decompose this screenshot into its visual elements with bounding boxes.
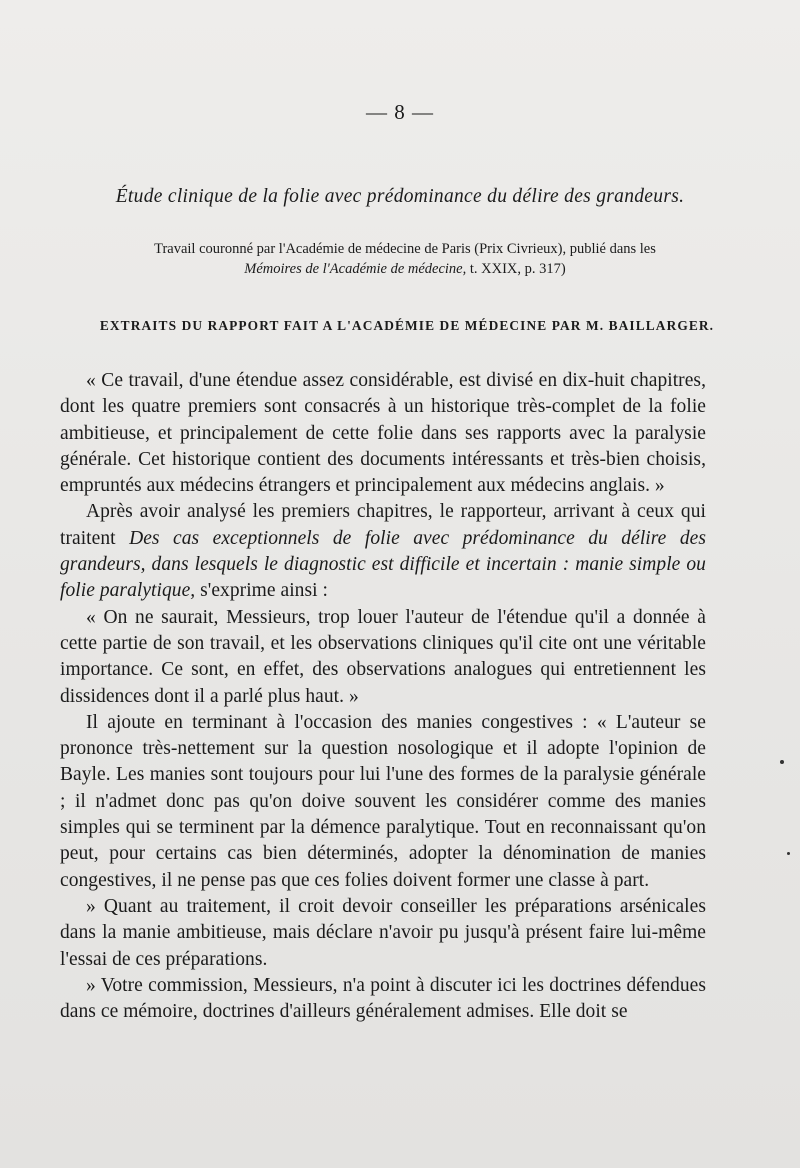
report-body (60, 368, 706, 1025)
paragraph-3: « On ne saurait, Messieurs, trop louer l'auteur de l'étendue qu'il a donnée à cette partie de son travail, et les observations cliniques qu'il cite ont une véritable importance. Ce sont, en effet, des observations analogues qui entretiennent les dissidences dont il a parlé plus haut. » (60, 606, 706, 707)
ink-speck (787, 852, 790, 855)
work-title: Étude clinique de la folie avec prédominance du délire des grandeurs. (115, 186, 685, 207)
memoires-title: Mémoires de l'Académie de médecine, (244, 261, 467, 277)
paragraph-6: » Votre commission, Messieurs, n'a point à discuter ici les doctrines défendues dans ce mémoire, doctrines d'ailleurs généralement admises. Elle doit se (60, 974, 706, 1023)
paragraph-2 (60, 499, 706, 604)
paragraph-2-end: s'exprime ainsi : (195, 580, 328, 602)
page-number: — 8 — (366, 100, 434, 124)
paragraph-2-italic-title: Des cas exceptionnels de folie avec prédominance du délire des grandeurs, dans lesquels le diagnostic est difficile et incertain : manie simple ou folie paralytique, (60, 527, 706, 602)
paragraph-4: Il ajoute en terminant à l'occasion des manies congestives : « L'auteur se prononce très-nettement sur la question nosologique et il adopte l'opinion de Bayle. Les manies sont toujours pour lui l'une des formes de la paralysie générale ; il n'admet donc pas qu'on doive souvent les considérer comme des manies simples qui se terminent par la démence paralytique. Tout en reconnaissant qu'on peut, pour certains cas bien déterminés, adopter la dénomination de manies congestives, il ne pense pas que ces folies doivent former une classe à part. (60, 711, 706, 891)
ink-speck (780, 760, 784, 764)
section-heading: EXTRAITS DU RAPPORT FAIT A L'ACADÉMIE DE MÉDECINE PAR M. BAILLARGER. (99, 318, 715, 333)
paragraph-5: » Quant au traitement, il croit devoir conseiller les préparations arsénicales dans la manie ambitieuse, mais déclare n'avoir pu jusqu'à présent faire lui-même l'essai de ces préparations. (60, 895, 706, 970)
award-note-line-1: Travail couronné par l'Académie de médecine de Paris (Prix Civrieux), publié dans les (154, 241, 656, 257)
paragraph-1: « Ce travail, d'une étendue assez considérable, est divisé en dix-huit chapitres, dont les quatre premiers sont consacrés à un historique très-complet de la folie ambitieuse, et principalement de cette folie dans ses rapports avec la paralysie générale. Cet historique contient des documents intéressants et très-bien choisis, empruntés aux médecins étrangers et principalement aux médecins anglais. » (60, 370, 706, 497)
award-note-line-2 (60, 261, 750, 278)
paragraph-2-intro: Après avoir analysé les premiers chapitres, le rapporteur, arrivant à ceux qui traitent (60, 501, 706, 549)
memoires-reference: t. XXIX, p. 317) (466, 261, 566, 277)
